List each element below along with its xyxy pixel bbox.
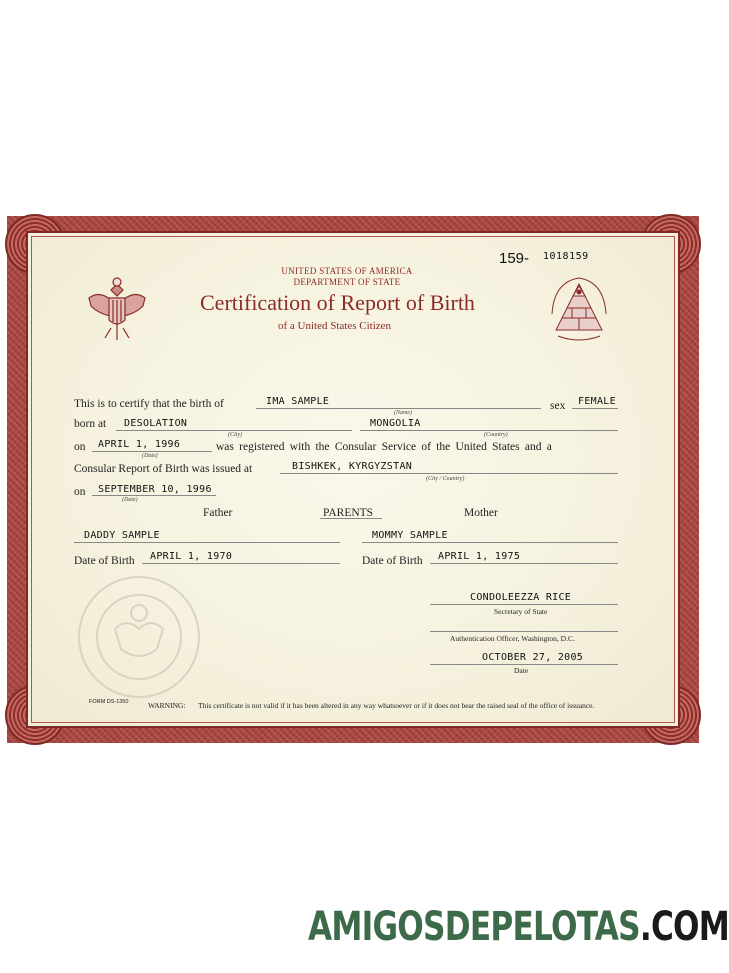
header-line-2: DEPARTMENT OF STATE [293,277,401,287]
signatory-name: CONDOLEEZZA RICE [470,592,572,603]
consular-text: Consular Report of Birth was issued at [74,463,253,475]
sex-value: FEMALE [578,396,616,407]
pyramid-seal-icon [544,274,614,344]
serial-prefix: 159- [499,250,530,267]
sex-label: sex [550,400,566,412]
issued-at: BISHKEK, KYRGYZSTAN [292,461,413,472]
father-dob: APRIL 1, 1970 [150,551,233,562]
parents-label: PARENTS [323,507,374,519]
issue-date: SEPTEMBER 10, 1996 [98,484,212,495]
header-line-1: UNITED STATES OF AMERICA [281,266,413,276]
birth-city: DESOLATION [124,418,188,429]
child-name: IMA SAMPLE [266,396,330,407]
born-at-label: born at [74,418,107,430]
date-caption: (Date) [142,453,158,459]
warning-label: WARNING: [148,701,186,710]
registered-text: was registered with the Consular Service of the United States and a [216,441,552,453]
eagle-seal-icon [85,276,149,344]
watermark-part-2: .COM [639,904,729,950]
watermark-part-1: AMIGOSDEPELOTAS [308,904,640,950]
birth-country: MONGOLIA [370,418,421,429]
city-caption: (City) [228,432,242,438]
mother-label: Mother [464,507,498,519]
certify-text: This is to certify that the birth of [74,398,224,410]
mother-dob-label: Date of Birth [362,555,423,567]
on-label-2: on [74,486,86,498]
father-name: DADDY SAMPLE [84,530,160,541]
on-label: on [74,441,86,453]
signatory-title: Secretary of State [494,607,548,616]
country-caption: (Country) [484,432,508,438]
document-subtitle: of a United States Citizen [278,320,392,332]
city-country-caption: (City / Country) [426,476,465,482]
father-label: Father [203,507,233,519]
serial-number: 1018159 [543,251,589,262]
mother-dob: APRIL 1, 1975 [438,551,521,562]
birth-date: APRIL 1, 1996 [98,439,181,450]
auth-date: OCTOBER 27, 2005 [482,652,584,663]
form-number: FORM DS-1350 [89,699,129,705]
mother-name: MOMMY SAMPLE [372,530,448,541]
embossed-seal-icon [75,573,203,701]
warning-text: This certificate is not valid if it has been altered in any way whatsoever or if it does not bear the raised seal of the office of issuance. [198,701,595,710]
name-caption: (Name) [394,410,412,416]
website-watermark [308,904,729,950]
father-dob-label: Date of Birth [74,555,135,567]
document-title: Certification of Report of Birth [200,290,475,315]
auth-officer: Authentication Officer, Washington, D.C. [450,634,575,643]
auth-date-label: Date [514,666,529,675]
date-caption-2: (Date) [122,497,138,503]
